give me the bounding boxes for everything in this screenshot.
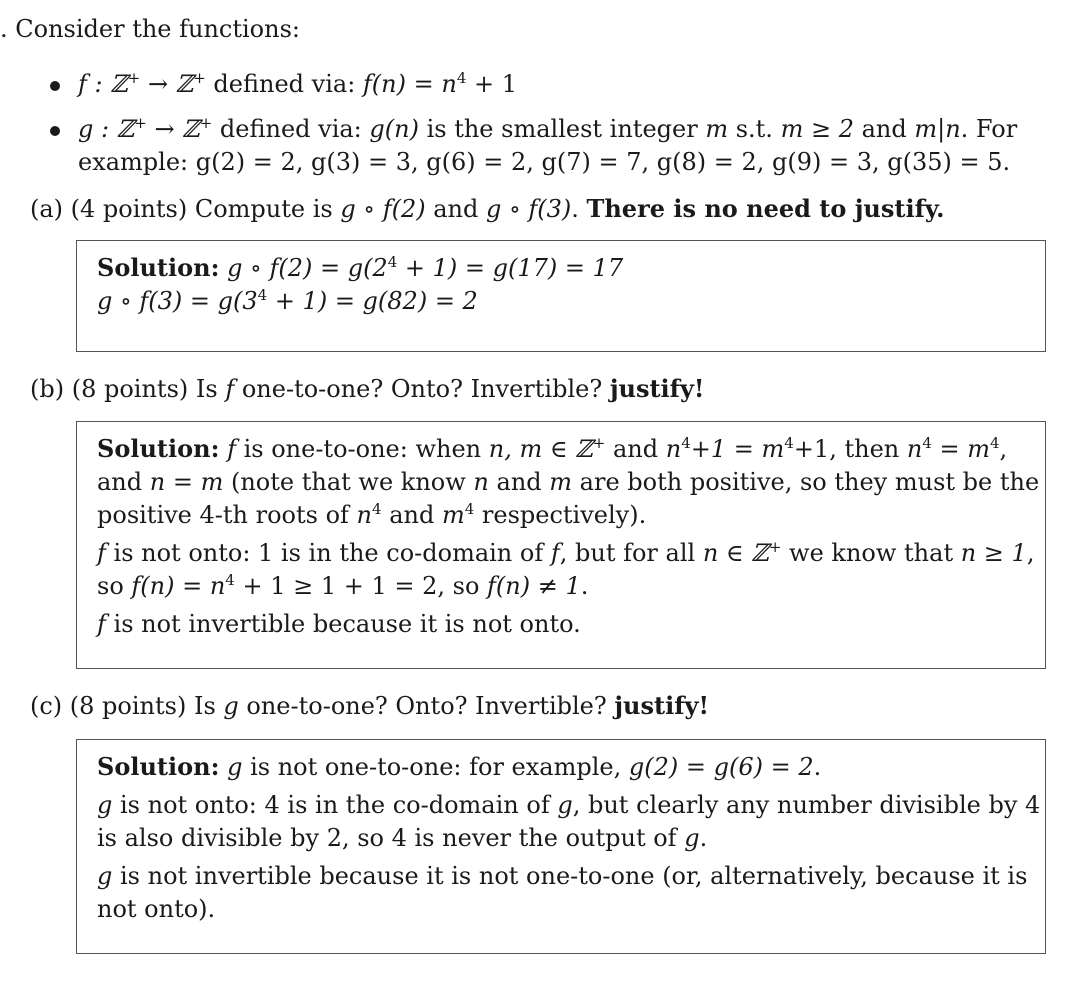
part-b-solution-line: and n = m (note that we know n and m are both positive, so they must be the [97, 468, 1040, 496]
part-c-solution-line: Solution: g is not one-to-one: for example, g(2) = g(6) = 2. [97, 752, 822, 781]
bullet-dot [50, 126, 60, 136]
bullet-g-text: g : ℤ+ → ℤ+ defined via: g(n) is the smallest integer m s.t. m ≥ 2 and m|n. For [78, 114, 1018, 143]
part-b-solution-line: f is not onto: 1 is in the co-domain of f, but for all n ∈ ℤ+ we know that n ≥ 1, [97, 538, 1035, 567]
part-c-question: (c) (8 points) Is g one-to-one? Onto? Invertible? justify! [30, 691, 710, 720]
part-b-question: (b) (8 points) Is f one-to-one? Onto? Invertible? justify! [30, 374, 705, 403]
part-c-solution-line: g is not onto: 4 is in the co-domain of g, but clearly any number divisible by 4 [97, 791, 1041, 819]
solution-label: Solution: [97, 253, 220, 282]
bullet-g-example: example: g(2) = 2, g(3) = 3, g(6) = 2, g(7) = 7, g(8) = 2, g(9) = 3, g(35) = 5. [78, 148, 1011, 176]
intro-text: . Consider the functions: [0, 15, 300, 43]
part-b-solution-line: Solution: f is one-to-one: when n, m ∈ ℤ+ and $n^4+1 = m^4+1$, then $n^4 = m^4$, [97, 434, 1008, 463]
part-c-solution-line: g is not invertible because it is not one-to-one (or, alternatively, because it is [97, 862, 1028, 890]
part-a-question: (a) (4 points) Compute is g ∘ f(2) and g ∘ f(3). There is no need to justify. [30, 194, 945, 223]
part-c-solution-line: is also divisible by 2, so 4 is never the output of g. [97, 824, 708, 852]
bullet-f-text: f : ℤ+ → ℤ+ defined via: $f(n) = n^4 + 1$ [78, 69, 517, 98]
part-a-solution-line: g ∘ $f(3) = g(3^4 + 1) = g(82) = 2$ [97, 286, 478, 315]
part-c-solution-box [76, 739, 1046, 954]
solution-label: Solution: [97, 434, 220, 463]
part-b-solution-line: so $f(n) = n^4 + 1 \ge 1 + 1 = 2$, so f(n) ≠ 1. [97, 571, 589, 600]
part-b-solution-box [76, 421, 1046, 669]
bullet-dot [50, 81, 60, 91]
part-c-solution-line: not onto). [97, 895, 216, 923]
solution-label: Solution: [97, 752, 220, 781]
part-a-solution-box [76, 240, 1046, 352]
part-b-solution-line: positive 4-th roots of $n^4$ and $m^4$ respectively). [97, 500, 647, 529]
part-b-solution-line: f is not invertible because it is not onto. [97, 610, 581, 638]
part-a-solution-line: Solution: g ∘ $f(2) = g(2^4 + 1) = g(17) = 17$ [97, 253, 624, 282]
